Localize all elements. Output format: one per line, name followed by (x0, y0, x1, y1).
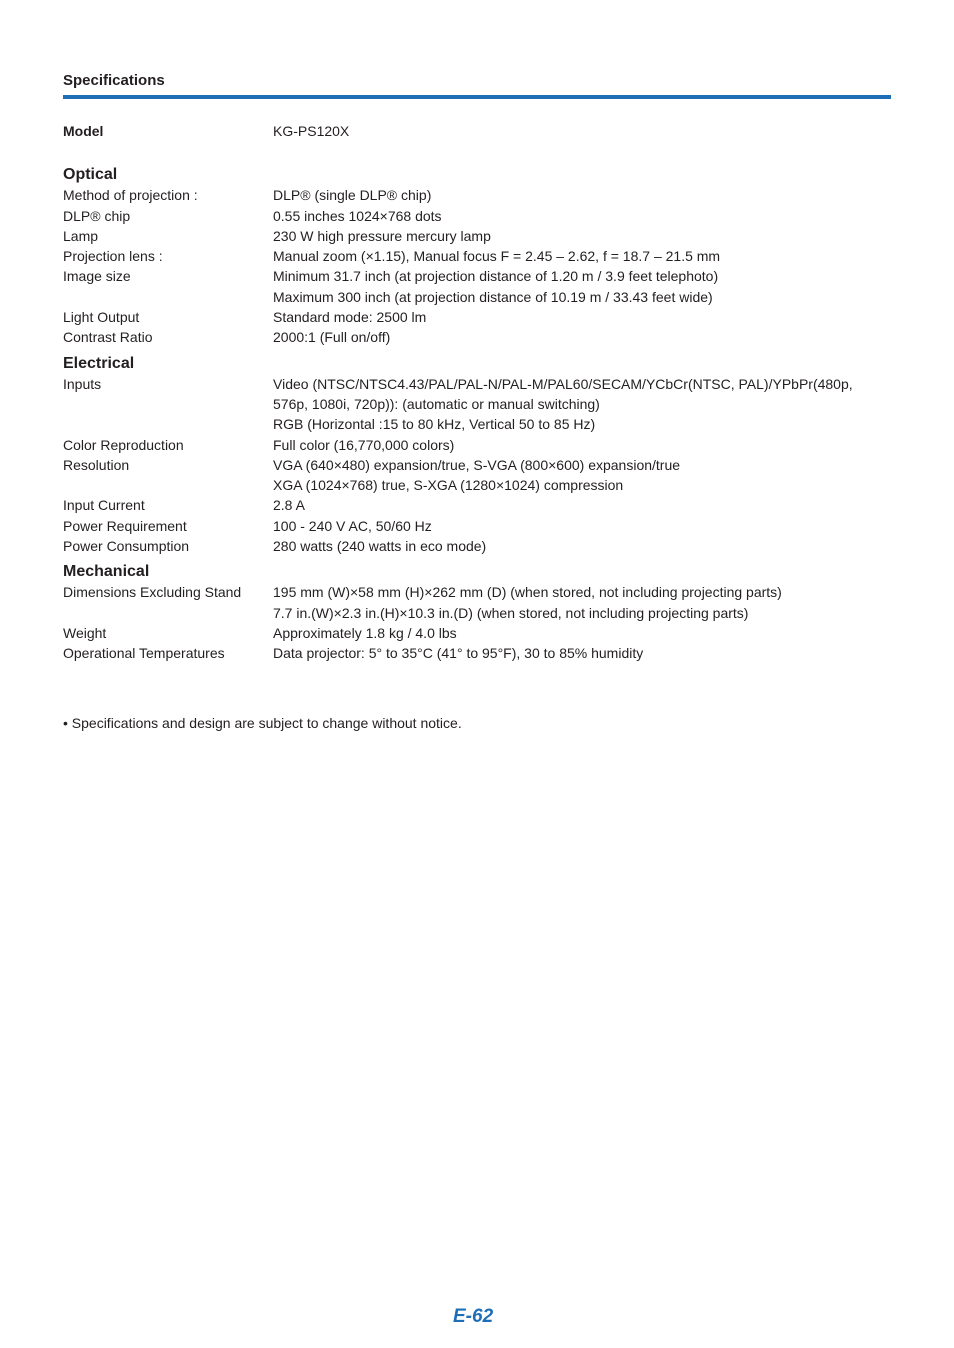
spec-row (63, 287, 891, 307)
spec-row (63, 623, 891, 643)
spec-label: Dimensions Excluding Stand (63, 584, 242, 601)
spec-value: XGA (1024×768) true, S-XGA (1280×1024) compression (273, 477, 624, 494)
spec-row (63, 307, 891, 327)
spec-value: 576p, 1080i, 720p)): (automatic or manual switching) (273, 395, 600, 412)
spec-value: Maximum 300 inch (at projection distance of 10.19 m / 33.43 feet wide) (273, 288, 713, 305)
spec-label: Inputs (63, 375, 102, 392)
page-number: E-62 (453, 1306, 494, 1327)
spec-row (63, 582, 891, 602)
spec-row (63, 374, 891, 394)
spec-value: VGA (640×480) expansion/true, S-VGA (800×600) expansion/true (273, 456, 681, 473)
spec-value: 195 mm (W)×58 mm (H)×262 mm (D) (when stored, not including projecting parts) (273, 584, 782, 601)
spec-row (63, 185, 891, 205)
spec-row (63, 414, 891, 434)
spec-label (63, 414, 273, 434)
spec-row (63, 603, 891, 623)
spec-label (63, 475, 273, 495)
spec-row (63, 394, 891, 414)
spec-value: Standard mode: 2500 lm (273, 309, 427, 326)
spec-row (63, 536, 891, 556)
spec-row (63, 246, 891, 266)
spec-value: 230 W high pressure mercury lamp (273, 227, 491, 244)
spec-value: 7.7 in.(W)×2.3 in.(H)×10.3 in.(D) (when stored, not including projecting parts) (273, 604, 749, 621)
spec-value: 280 watts (240 watts in eco mode) (273, 538, 487, 555)
spec-label: Resolution (63, 456, 130, 473)
spec-value: 2000:1 (Full on/off) (273, 329, 391, 346)
spec-label (63, 603, 273, 623)
spec-row (63, 475, 891, 495)
spec-label: Power Requirement (63, 517, 187, 534)
spec-sections (63, 165, 891, 663)
spec-label: Image size (63, 268, 131, 285)
spec-row (63, 516, 891, 536)
spec-label: Method of projection : (63, 187, 198, 204)
disclaimer-note: • Specifications and design are subject to change without notice. (63, 715, 462, 731)
spec-value: Data projector: 5° to 35°C (41° to 95°F), 30 to 85% humidity (273, 645, 644, 662)
header-rule (63, 95, 891, 99)
spec-value: RGB (Horizontal :15 to 80 kHz, Vertical 50 to 85 Hz) (273, 416, 596, 433)
model-row (63, 121, 891, 141)
spec-value: 100 - 240 V AC, 50/60 Hz (273, 517, 432, 534)
spec-label: Operational Temperatures (63, 645, 225, 662)
spec-row (63, 266, 891, 286)
spec-label (63, 394, 273, 414)
spec-value: Full color (16,770,000 colors) (273, 436, 455, 453)
spec-value: Minimum 31.7 inch (at projection distance of 1.20 m / 3.9 feet telephoto) (273, 268, 719, 285)
spec-label: Projection lens : (63, 248, 163, 265)
spec-label: Power Consumption (63, 538, 190, 555)
spec-label: DLP® chip (63, 207, 131, 224)
spec-value: Approximately 1.8 kg / 4.0 lbs (273, 624, 457, 641)
specification-table (63, 121, 891, 664)
model-label: Model (63, 123, 104, 139)
spec-value: 0.55 inches 1024×768 dots (273, 207, 442, 224)
section-title-mechanical: Mechanical (63, 563, 150, 581)
section-title-electrical: Electrical (63, 354, 135, 372)
spec-row (63, 435, 891, 455)
spec-value: Manual zoom (×1.15), Manual focus F = 2.45 – 2.62, f = 18.7 – 21.5 mm (273, 248, 721, 265)
spec-label: Light Output (63, 309, 140, 326)
spec-label: Lamp (63, 227, 99, 244)
spec-value: DLP® (single DLP® chip) (273, 187, 432, 204)
spec-row (63, 206, 891, 226)
spec-row (63, 226, 891, 246)
spec-value: 2.8 A (273, 497, 305, 514)
spec-row (63, 455, 891, 475)
page-title: Specifications (63, 72, 165, 89)
section-title-optical: Optical (63, 166, 118, 184)
spec-label: Contrast Ratio (63, 329, 153, 346)
spec-label: Input Current (63, 497, 145, 514)
spec-label (63, 287, 273, 307)
spec-label: Weight (63, 624, 107, 641)
spec-row (63, 495, 891, 515)
spec-row (63, 327, 891, 347)
spec-label: Color Reproduction (63, 436, 184, 453)
spec-row (63, 643, 891, 663)
spec-value: Video (NTSC/NTSC4.43/PAL/PAL-N/PAL-M/PAL60/SECAM/YCbCr(NTSC, PAL)/YPbPr(480p, (273, 375, 853, 392)
model-value: KG-PS120X (273, 123, 350, 139)
